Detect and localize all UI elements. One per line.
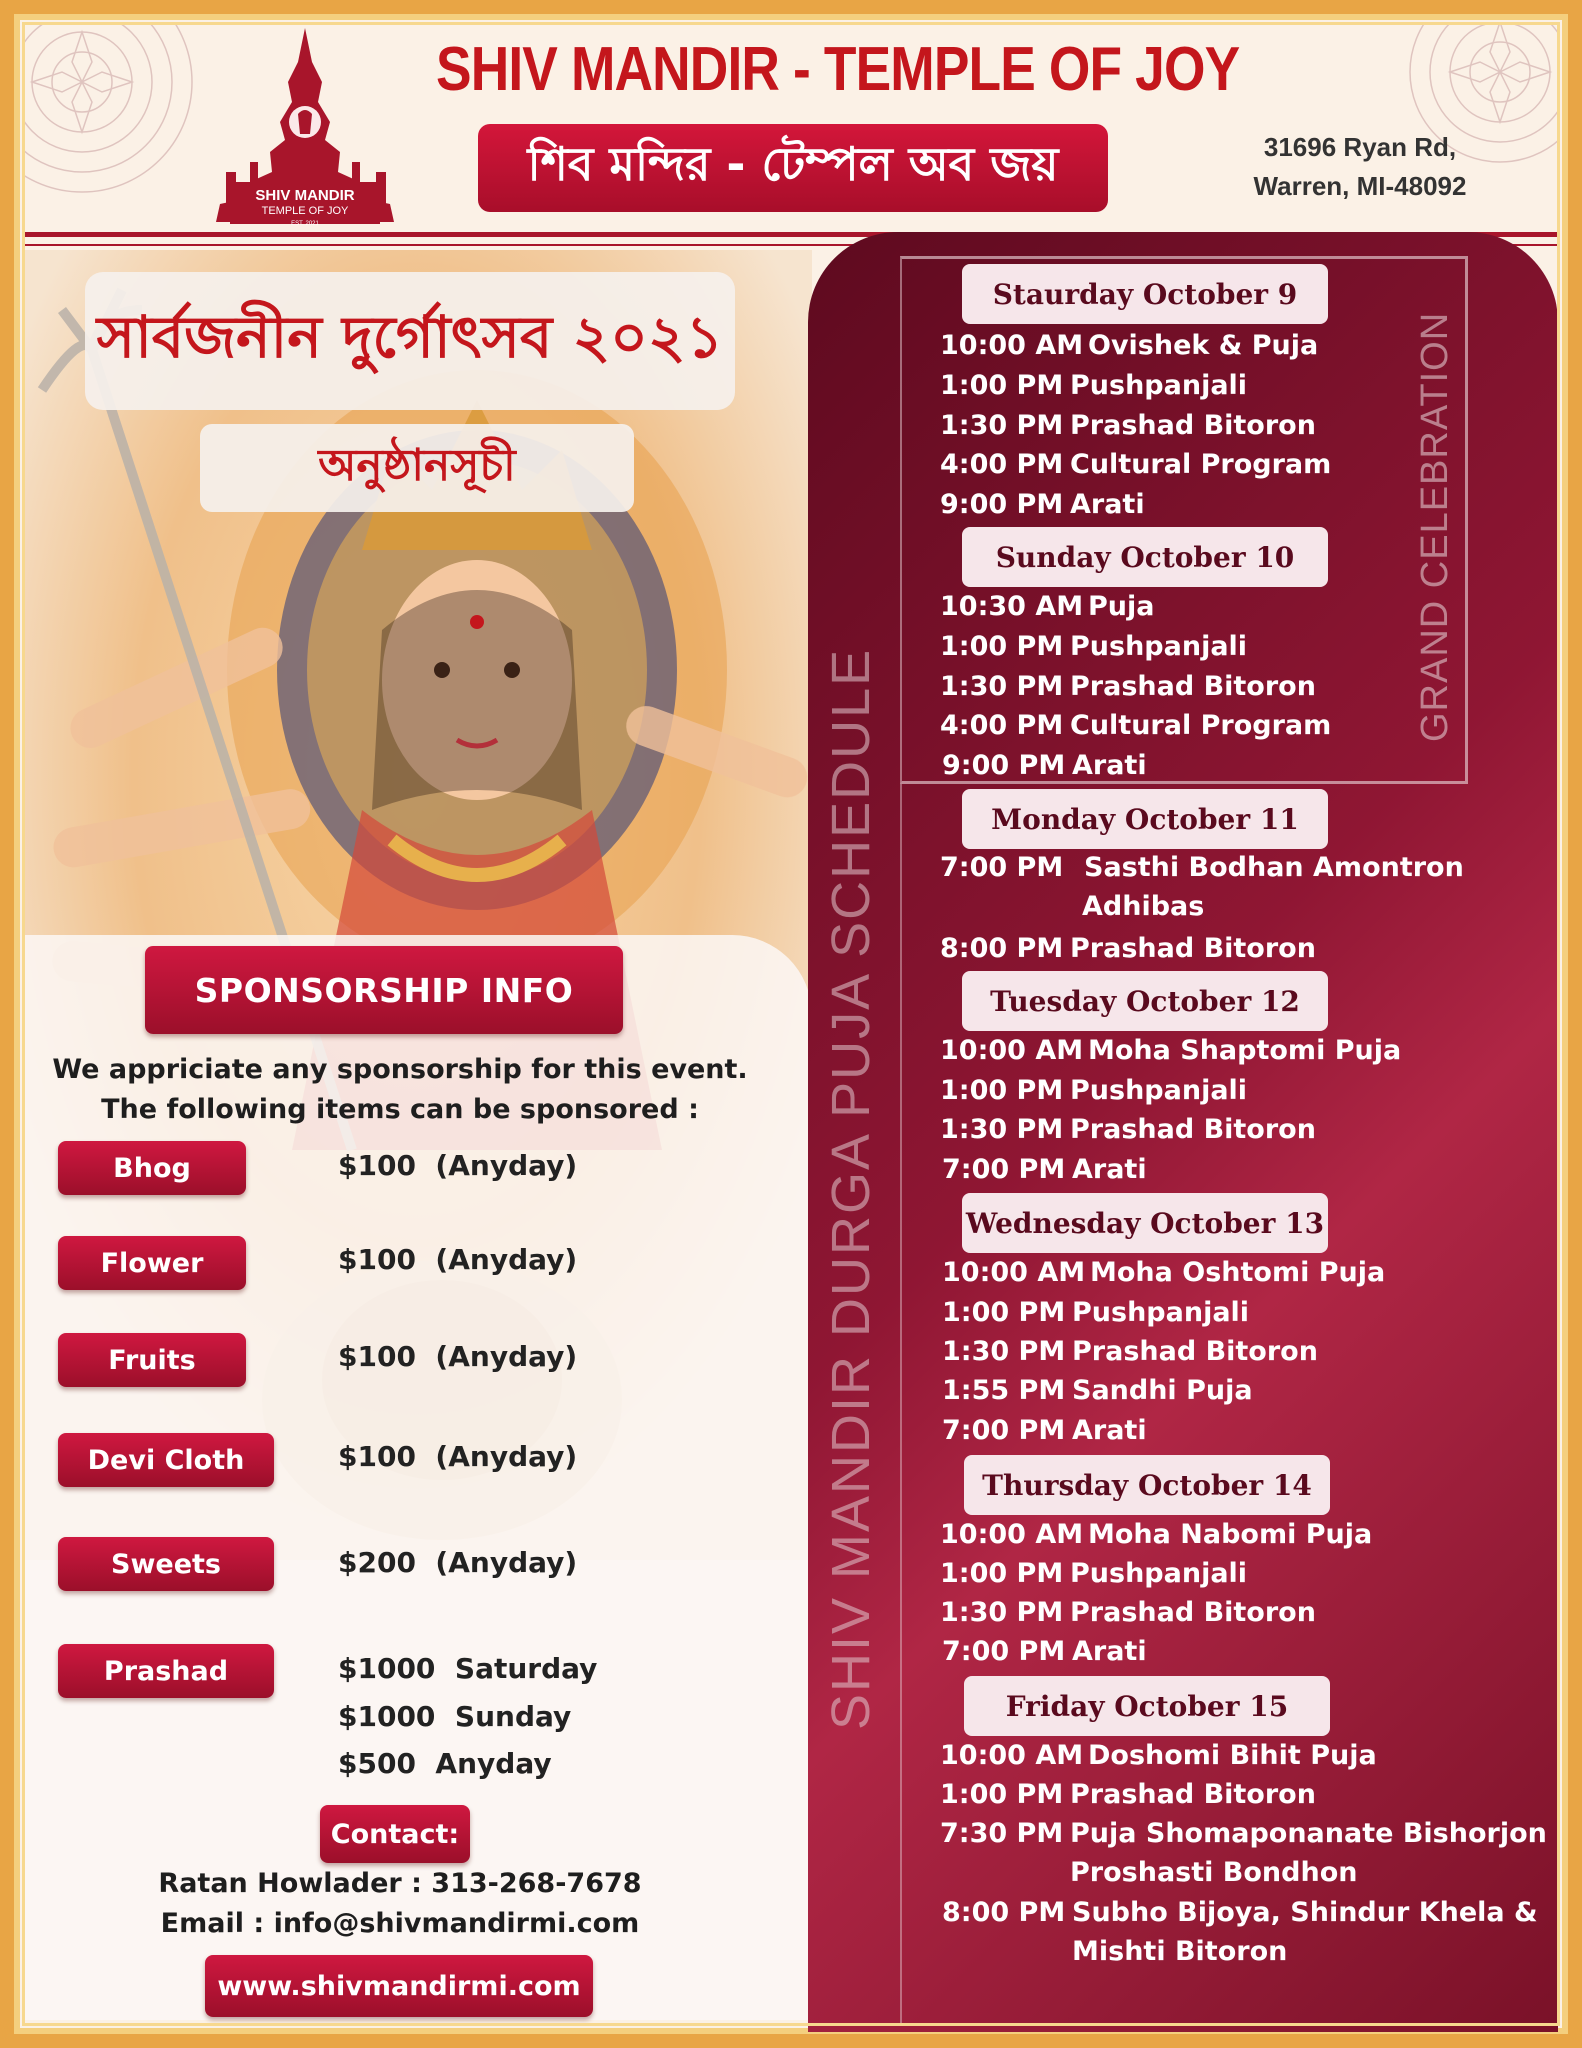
day-thursday: Thursday October 14 bbox=[964, 1455, 1330, 1515]
event-row: 10:30 AM Puja bbox=[940, 591, 1155, 622]
puja-title-banner: সার্বজনীন দুর্গোৎসব ২০২১ bbox=[85, 272, 735, 410]
contact-label: Contact: bbox=[320, 1805, 470, 1863]
sponsor-item-fruits: Fruits bbox=[58, 1333, 246, 1387]
sponsor-item-prashad: Prashad bbox=[58, 1644, 274, 1698]
event-row: 7:30 PM Puja Shomaponanate Bishorjon bbox=[940, 1818, 1547, 1849]
event-row: 1:30 PM Prashad Bitoron bbox=[940, 671, 1316, 702]
event-row: 10:00 AM Doshomi Bihit Puja bbox=[940, 1740, 1377, 1771]
sponsor-price-prashad-sunday: $1000 Sunday bbox=[338, 1700, 572, 1733]
address-line-2: Warren, MI-48092 bbox=[1253, 171, 1467, 201]
website-link[interactable]: www.shivmandirmi.com bbox=[205, 1955, 593, 2017]
mandala-ornament-left-icon bbox=[22, 22, 212, 212]
sponsor-item-flower: Flower bbox=[58, 1236, 246, 1290]
event-row: 1:00 PM Pushpanjali bbox=[940, 1558, 1248, 1589]
event-row: 9:00 PM Arati bbox=[940, 489, 1145, 520]
day-sunday: Sunday October 10 bbox=[962, 527, 1328, 587]
event-row: 9:00 PM Arati bbox=[942, 750, 1147, 781]
sponsor-price-flower: $100 (Anyday) bbox=[338, 1243, 578, 1276]
sponsor-item-devi-cloth: Devi Cloth bbox=[58, 1433, 274, 1487]
event-row: 8:00 PM Subho Bijoya, Shindur Khela & bbox=[942, 1897, 1538, 1928]
event-row: 1:30 PM Prashad Bitoron bbox=[940, 1114, 1316, 1145]
event-row: 10:00 AM Moha Shaptomi Puja bbox=[940, 1035, 1402, 1066]
sponsor-price-fruits: $100 (Anyday) bbox=[338, 1340, 578, 1373]
event-row: 8:00 PM Prashad Bitoron bbox=[940, 933, 1316, 964]
sponsorship-intro-line-2: The following items can be sponsored : bbox=[101, 1094, 699, 1125]
contact-email: Email : info@shivmandirmi.com bbox=[160, 1908, 640, 1939]
sponsorship-heading: SPONSORSHIP INFO bbox=[145, 946, 623, 1034]
logo-text-est: EST. 2021 bbox=[291, 221, 319, 227]
logo-text-shiv: SHIV MANDIR bbox=[255, 187, 355, 204]
event-row: 1:00 PM Pushpanjali bbox=[940, 1075, 1248, 1106]
address-line-1: 31696 Ryan Rd, bbox=[1263, 132, 1457, 162]
schedule-divider-line bbox=[900, 784, 902, 2024]
sponsor-price-bhog: $100 (Anyday) bbox=[338, 1149, 578, 1182]
event-row: 1:55 PM Sandhi Puja bbox=[942, 1375, 1253, 1406]
day-wednesday: Wednesday October 13 bbox=[962, 1193, 1328, 1253]
temple-logo-icon bbox=[190, 22, 420, 232]
temple-address bbox=[1220, 128, 1500, 206]
event-row: 1:00 PM Pushpanjali bbox=[940, 631, 1248, 662]
bengali-title-banner: শিব মন্দির - টেম্পল অব জয় bbox=[478, 124, 1108, 212]
event-row: 7:00 PM Sasthi Bodhan Amontron bbox=[940, 852, 1464, 883]
event-row: 7:00 PM Arati bbox=[942, 1154, 1147, 1185]
event-row-continuation: Mishti Bitoron bbox=[1072, 1936, 1288, 1967]
program-schedule-label: অনুষ্ঠানসূচী bbox=[200, 424, 634, 512]
sponsor-price-prashad-anyday: $500 Anyday bbox=[338, 1747, 552, 1780]
event-row: 10:00 AM Moha Nabomi Puja bbox=[940, 1519, 1373, 1550]
event-row-continuation: Proshasti Bondhon bbox=[1070, 1857, 1358, 1888]
day-saturday: Staurday October 9 bbox=[962, 264, 1328, 324]
event-row: 1:00 PM Pushpanjali bbox=[940, 370, 1248, 401]
sponsor-item-bhog: Bhog bbox=[58, 1141, 246, 1195]
event-row: 10:00 AM Ovishek & Puja bbox=[940, 330, 1319, 361]
event-row: 4:00 PM Cultural Program bbox=[940, 710, 1332, 741]
sponsorship-intro bbox=[40, 1050, 760, 1130]
event-row: 1:00 PM Pushpanjali bbox=[942, 1297, 1250, 1328]
sponsor-price-prashad-saturday: $1000 Saturday bbox=[338, 1652, 598, 1685]
event-row-continuation: Adhibas bbox=[1082, 891, 1205, 922]
day-monday: Monday October 11 bbox=[962, 789, 1328, 849]
event-row: 4:00 PM Cultural Program bbox=[940, 449, 1332, 480]
event-row: 7:00 PM Arati bbox=[942, 1636, 1147, 1667]
event-row: 1:30 PM Prashad Bitoron bbox=[942, 1336, 1318, 1367]
day-friday: Friday October 15 bbox=[964, 1676, 1330, 1736]
event-row: 7:00 PM Arati bbox=[942, 1415, 1147, 1446]
event-row: 1:30 PM Prashad Bitoron bbox=[940, 410, 1316, 441]
sponsor-item-sweets: Sweets bbox=[58, 1537, 274, 1591]
event-row: 1:00 PM Prashad Bitoron bbox=[940, 1779, 1316, 1810]
sponsorship-intro-line-1: We appriciate any sponsorship for this event. bbox=[52, 1054, 748, 1085]
page-title: SHIV MANDIR - TEMPLE OF JOY bbox=[436, 35, 1240, 104]
grand-celebration-label: GRAND CELEBRATION bbox=[1414, 311, 1456, 742]
contact-name-phone: Ratan Howlader : 313-268-7678 bbox=[158, 1868, 642, 1899]
day-tuesday: Tuesday October 12 bbox=[962, 971, 1328, 1031]
logo-text-temple: TEMPLE OF JOY bbox=[261, 205, 349, 217]
event-row: 1:30 PM Prashad Bitoron bbox=[940, 1597, 1316, 1628]
sponsor-price-devi-cloth: $100 (Anyday) bbox=[338, 1440, 578, 1473]
sponsor-price-sweets: $200 (Anyday) bbox=[338, 1546, 578, 1579]
event-row: 10:00 AM Moha Oshtomi Puja bbox=[942, 1257, 1386, 1288]
schedule-vertical-title: SHIV MANDIR DURGA PUJA SCHEDULE bbox=[821, 647, 881, 1730]
